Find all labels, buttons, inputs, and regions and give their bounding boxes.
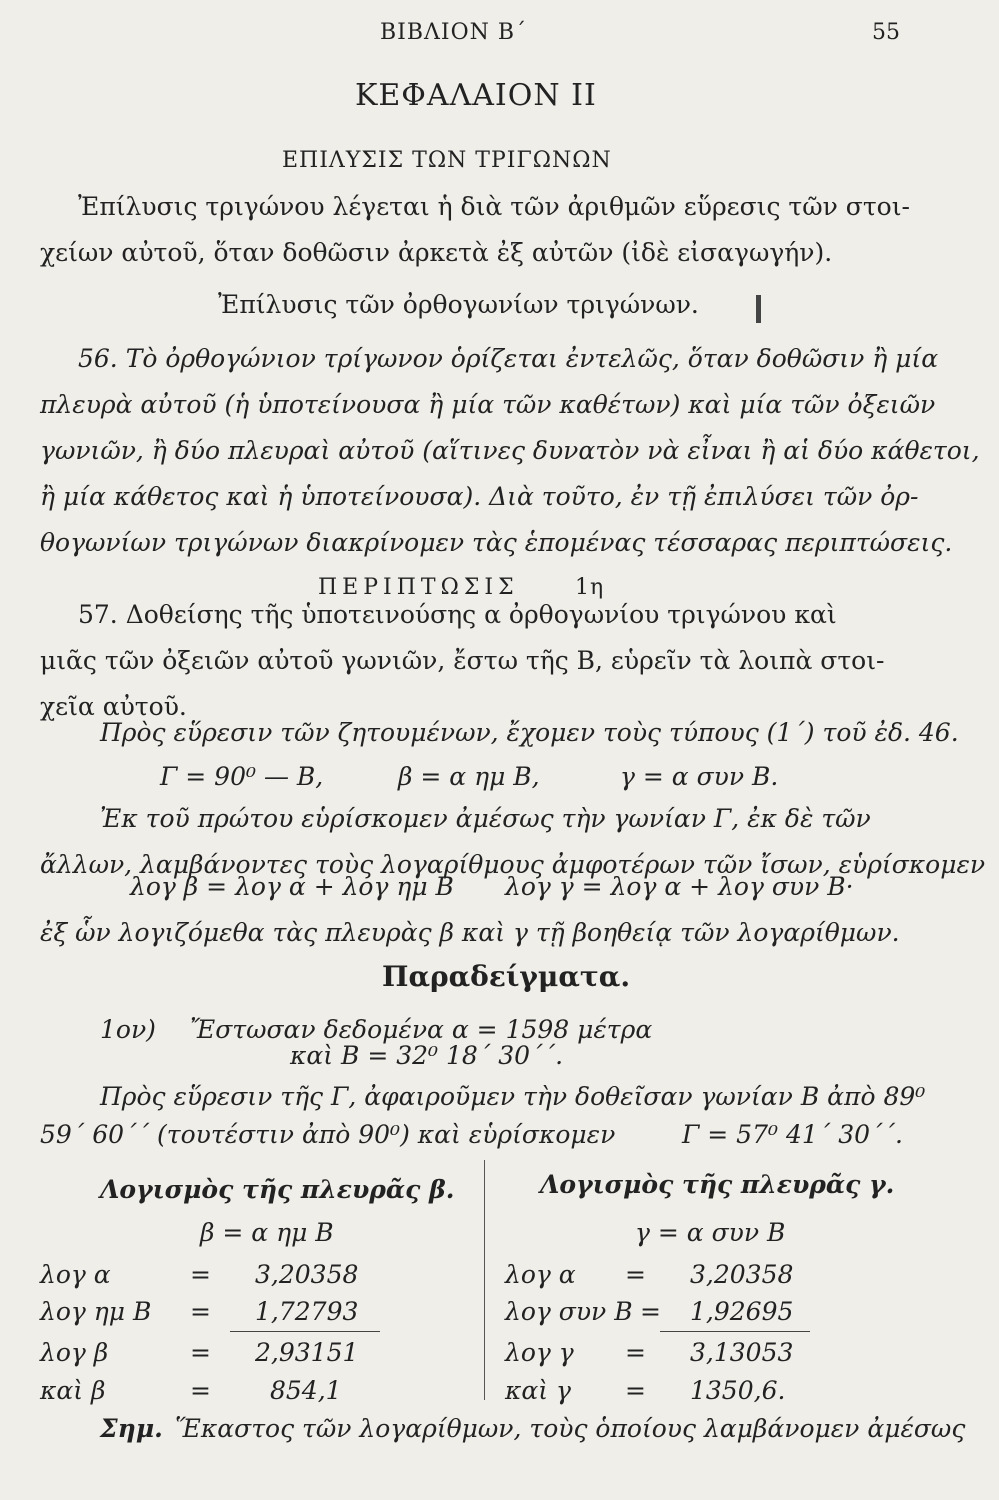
running-title: ΒΙΒΛΙΟΝ Β΄ [380, 20, 528, 45]
page-number: 55 [872, 20, 900, 45]
calc-left-row-eq: = [190, 1260, 211, 1289]
calc-right-row-label: λογ γ [505, 1338, 574, 1367]
calc-left-row-eq: = [190, 1338, 211, 1367]
calc-right-row-label: λογ συν Β [505, 1297, 633, 1326]
example1-label: 1ον) [100, 1015, 156, 1044]
calc-left-row-value: 2,93151 [255, 1338, 359, 1367]
method-line-1: Ἐκ τοῦ πρώτου εὑρίσκομεν ἀμέσως τὴν γωνίαν Γ, ἐκ δὲ τῶν [100, 804, 871, 833]
case-number: 1η [575, 575, 605, 600]
calc-right-row-value: 3,20358 [690, 1260, 794, 1289]
calc-left-row-label: καὶ β [40, 1376, 106, 1405]
method-line-2: ἄλλων, λαμβάνοντες τοὺς λογαρίθμους ἀμφοτέρων τῶν ἴσων, εὑρίσκομεν [40, 850, 986, 879]
case-title: ΠΕΡΙΠΤΩΣΙΣ [318, 575, 519, 600]
subsection-title: Ἐπίλυσις τῶν ὀρθογωνίων τριγώνων. [218, 290, 699, 319]
calc-right-row-value: 1,92695 [690, 1297, 794, 1326]
calc-left-row-label: λογ ημ Β [40, 1297, 152, 1326]
calc-left-row-eq: = [190, 1297, 211, 1326]
example1-given-2: καὶ Β = 32⁰ 18΄ 30΄΄. [290, 1041, 564, 1070]
calc-left-row-value: 854,1 [270, 1376, 342, 1405]
note-label: Σημ. [100, 1414, 163, 1443]
formula-beta: β = α ημ Β, [398, 762, 540, 791]
log-formula-beta: λογ β = λογ α + λογ ημ Β [130, 872, 454, 901]
calc-right-formula: γ = α συν Β [635, 1218, 786, 1247]
calc-right-row-value: 3,13053 [690, 1338, 794, 1367]
formula-gamma-side: γ = α συν Β. [620, 762, 779, 791]
para57-line-2: μιᾶς τῶν ὀξειῶν αὐτοῦ γωνιῶν, ἔστω τῆς Β, εὑρεῖν τὰ λοιπὰ στοι- [40, 646, 885, 675]
calc-right-row-label: καὶ γ [505, 1376, 571, 1405]
chapter-title: ΚΕΦΑΛΑΙΟΝ ΙΙ [355, 78, 597, 113]
calc-left-row-label: λογ β [40, 1338, 109, 1367]
example1-text-1: Πρὸς εὕρεσιν τῆς Γ, ἀφαιροῦμεν τὴν δοθεῖσαν γωνίαν Β ἀπὸ 89⁰ [100, 1082, 926, 1111]
calc-left-row-label: λογ α [40, 1260, 111, 1289]
intro-line-2: χείων αὐτοῦ, ὅταν δοθῶσιν ἀρκετὰ ἐξ αὐτῶν (ἰδὲ εἰσαγωγήν). [40, 238, 833, 267]
example1-text-2: 59΄ 60΄΄ (τουτέστιν ἀπὸ 90⁰) καὶ εὑρίσκομεν [40, 1120, 616, 1149]
formula-gamma-angle: Γ = 90⁰ — Β, [160, 762, 324, 791]
printer-mark [756, 295, 761, 323]
calc-left-title: Λογισμὸς τῆς πλευρᾶς β. [100, 1175, 455, 1204]
para57-line-3: χεῖα αὐτοῦ. [40, 692, 187, 721]
formulas-intro: Πρὸς εὕρεσιν τῶν ζητουμένων, ἔχομεν τοὺς τύπους (1΄) τοῦ ἐδ. 46. [100, 718, 959, 747]
calc-right-row-label: λογ α [505, 1260, 576, 1289]
calc-left-sum-rule [230, 1331, 380, 1332]
para56-line-5: θογωνίων τριγώνων διακρίνομεν τὰς ἑπομένας τέσσαρας περιπτώσεις. [40, 528, 953, 557]
para56-line-2: πλευρὰ αὐτοῦ (ἡ ὑποτείνουσα ἢ μία τῶν καθέτων) καὶ μία τῶν ὀξειῶν [40, 390, 936, 419]
calc-left-formula: β = α ημ Β [200, 1218, 334, 1247]
para57-line-1: 57. Δοθείσης τῆς ὑποτεινούσης α ὀρθογωνίου τριγώνου καὶ [78, 600, 837, 629]
calc-right-row-eq: = [625, 1338, 646, 1367]
calc-right-row-value: 1350,6. [690, 1376, 786, 1405]
calc-right-row-eq: = [625, 1260, 646, 1289]
method-end: ἐξ ὧν λογιζόμεθα τὰς πλευρὰς β καὶ γ τῇ βοηθείᾳ τῶν λογαρίθμων. [40, 918, 900, 947]
calc-right-sum-rule [660, 1331, 810, 1332]
examples-title: Παραδείγματα. [382, 960, 631, 993]
calc-left-row-value: 1,72793 [255, 1297, 359, 1326]
para56-line-1: 56. Τὸ ὀρθογώνιον τρίγωνον ὁρίζεται ἐντελῶς, ὅταν δοθῶσιν ἢ μία [78, 344, 939, 373]
note-text: Ἕκαστος τῶν λογαρίθμων, τοὺς ὁποίους λαμβάνομεν ἀμέσως [175, 1414, 966, 1443]
calc-left-row-value: 3,20358 [255, 1260, 359, 1289]
calc-right-title: Λογισμὸς τῆς πλευρᾶς γ. [540, 1170, 895, 1199]
section-title: ΕΠΙΛΥΣΙΣ ΤΩΝ ΤΡΙΓΩΝΩΝ [282, 148, 612, 173]
calc-right-row-eq: = [625, 1376, 646, 1405]
example1-given-1: Ἔστωσαν δεδομένα α = 1598 μέτρα [190, 1015, 653, 1044]
example1-result: Γ = 57⁰ 41΄ 30΄΄. [682, 1120, 903, 1149]
intro-line-1: Ἐπίλυσις τριγώνου λέγεται ἡ διὰ τῶν ἀριθμῶν εὕρεσις τῶν στοι- [78, 192, 910, 221]
para56-line-3: γωνιῶν, ἢ δύο πλευραὶ αὐτοῦ (αἵτινες δυνατὸν νὰ εἶναι ἢ αἱ δύο κάθετοι, [40, 436, 980, 465]
calc-left-row-eq: = [190, 1376, 211, 1405]
column-divider [484, 1160, 485, 1400]
calc-right-row-eq: = [640, 1297, 661, 1326]
log-formula-gamma: λογ γ = λογ α + λογ συν Β· [505, 872, 854, 901]
para56-line-4: ἢ μία κάθετος καὶ ἡ ὑποτείνουσα). Διὰ τοῦτο, ἐν τῇ ἐπιλύσει τῶν ὀρ- [40, 482, 919, 511]
